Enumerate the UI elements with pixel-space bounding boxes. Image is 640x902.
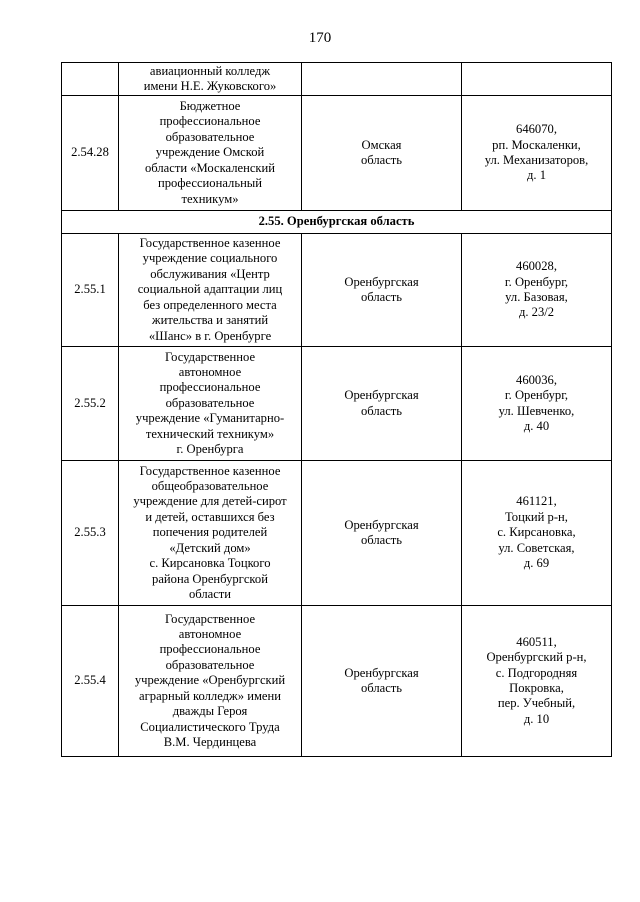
row-number-cell: 2.55.3: [62, 461, 119, 606]
table-row: [62, 347, 612, 461]
table-row: [62, 96, 612, 211]
address-cell: [462, 63, 612, 96]
table-row: [62, 63, 612, 96]
page-number: 170: [308, 30, 332, 46]
institution-name-cell: авиационный колледж имени Н.Е. Жуковского»: [119, 63, 302, 96]
region-cell: Оренбургская область: [302, 461, 462, 606]
region-cell: Оренбургская область: [302, 606, 462, 757]
table-row: [62, 606, 612, 757]
section-heading-row: [62, 211, 612, 234]
table-row: [62, 461, 612, 606]
row-number-cell: [62, 63, 119, 96]
institution-name-cell: Государственное автономное профессиональное образовательное учреждение «Гуманитарно- технический техникум» г. Оренбурга: [119, 347, 302, 461]
address-cell: 460028, г. Оренбург, ул. Базовая, д. 23/2: [462, 234, 612, 347]
institution-name-cell: Государственное казенное общеобразовательное учреждение для детей-сирот и детей, оставшихся без попечения родителей «Детский дом» с. Кирсановка Тоцкого района Оренбургской области: [119, 461, 302, 606]
region-cell: [302, 63, 462, 96]
region-cell: Оренбургская область: [302, 234, 462, 347]
row-number-cell: 2.55.2: [62, 347, 119, 461]
institution-name-cell: Государственное автономное профессиональное образовательное учреждение «Оренбургский аграрный колледж» имени дважды Героя Социалистического Труда В.М. Чердинцева: [119, 606, 302, 757]
row-number-cell: 2.55.4: [62, 606, 119, 757]
institution-name-cell: Бюджетное профессиональное образовательное учреждение Омской области «Москаленский профессиональный техникум»: [119, 96, 302, 211]
address-cell: 460511, Оренбургский р-н, с. Подгородняя Покровка, пер. Учебный, д. 10: [462, 606, 612, 757]
address-cell: 460036, г. Оренбург, ул. Шевченко, д. 40: [462, 347, 612, 461]
region-cell: Омская область: [302, 96, 462, 211]
row-number-cell: 2.54.28: [62, 96, 119, 211]
address-cell: 461121, Тоцкий р-н, с. Кирсановка, ул. Советская, д. 69: [462, 461, 612, 606]
address-cell: 646070, рп. Москаленки, ул. Механизаторов, д. 1: [462, 96, 612, 211]
institution-name-cell: Государственное казенное учреждение социального обслуживания «Центр социальной адаптации лиц без определенного места жительства и занятий «Шанс» в г. Оренбурге: [119, 234, 302, 347]
institutions-table: [61, 62, 612, 757]
section-heading: 2.55. Оренбургская область: [62, 211, 612, 234]
table-row: [62, 234, 612, 347]
region-cell: Оренбургская область: [302, 347, 462, 461]
row-number-cell: 2.55.1: [62, 234, 119, 347]
